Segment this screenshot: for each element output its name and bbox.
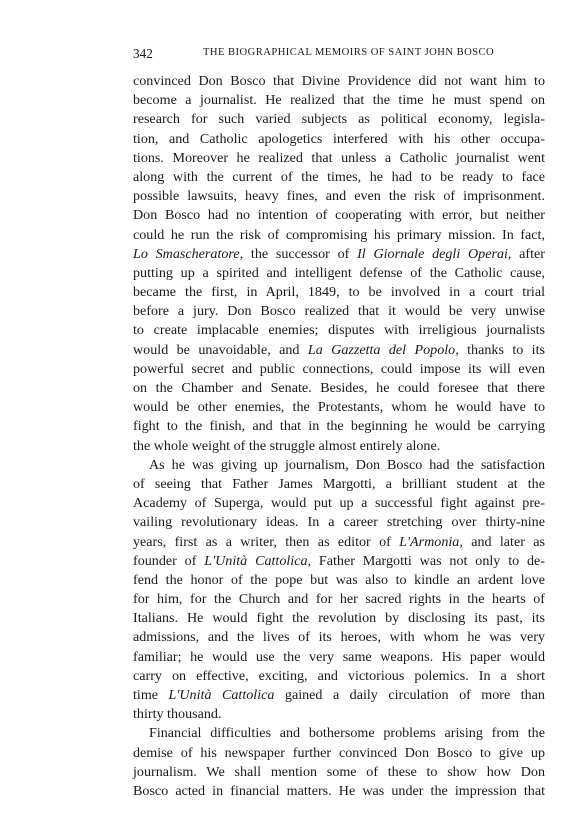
text-segment: Bosco acted in financial matters. He was under the impression that bbox=[133, 782, 545, 799]
page-header bbox=[133, 46, 545, 66]
text-segment: would be unavoidable, and bbox=[133, 341, 308, 358]
text-line bbox=[133, 187, 545, 206]
text-segment: Financial difficulties and bothersome problems arising from the bbox=[149, 725, 545, 742]
text-line bbox=[133, 513, 545, 532]
text-line bbox=[133, 417, 545, 436]
text-segment: thanks to its bbox=[458, 341, 545, 358]
text-line bbox=[133, 648, 545, 667]
text-segment: putting up a spirited and intelligent defense of the Catholic cause, bbox=[133, 264, 545, 281]
italic-title: Lo Smascheratore, bbox=[133, 245, 244, 262]
text-line bbox=[133, 571, 545, 590]
text-segment: journalism. We shall mention some of these to show how Don bbox=[133, 763, 545, 780]
text-segment: could he run the risk of compromising his primary mission. In fact, bbox=[133, 226, 545, 243]
text-segment: time bbox=[133, 687, 169, 703]
text-line bbox=[133, 341, 545, 360]
text-segment: vailing revolutionary ideas. In a career stretching over thirty-nine bbox=[133, 514, 545, 531]
italic-title: Il Giornale degli Operai, bbox=[357, 245, 512, 262]
text-line bbox=[133, 168, 545, 187]
text-segment: admissions, and the lives of its heroes, with whom he was very bbox=[133, 629, 545, 646]
body-text bbox=[133, 72, 545, 801]
text-segment: became the first, in April, 1849, to be involved in a court trial bbox=[133, 284, 545, 301]
text-line bbox=[133, 72, 545, 91]
text-segment: to create implacable enemies; disputes with irreligious journalists bbox=[133, 322, 545, 339]
text-segment: and later as bbox=[462, 533, 545, 550]
text-line bbox=[133, 245, 545, 264]
text-line bbox=[133, 590, 545, 609]
text-line bbox=[133, 226, 545, 245]
text-segment: Italians. He would fight the revolution by disclosing its past, its bbox=[133, 610, 545, 627]
text-segment: convinced Don Bosco that Divine Providence did not want him to bbox=[133, 73, 545, 89]
text-line bbox=[133, 475, 545, 494]
text-segment: would be other enemies, the Protestants, whom he would have to bbox=[133, 399, 545, 416]
text-line bbox=[133, 437, 545, 456]
text-segment: Academy of Superga, would put up a successful fight against pre- bbox=[133, 495, 545, 512]
text-segment: for him, for the Church and for her sacred rights in the hearts of bbox=[133, 591, 545, 608]
text-line bbox=[133, 763, 545, 782]
italic-title: L'Unità Cattolica, bbox=[204, 552, 312, 569]
text-segment: founder of bbox=[133, 552, 205, 569]
text-segment: demise of his newspaper further convinced Don Bosco to give up bbox=[133, 744, 545, 761]
text-line bbox=[133, 398, 545, 417]
text-line bbox=[133, 149, 545, 168]
text-segment: on the Chamber and Senate. Besides, he could foresee that there bbox=[133, 380, 545, 396]
text-line bbox=[133, 552, 545, 571]
text-line bbox=[133, 744, 545, 763]
text-line bbox=[133, 782, 545, 801]
text-segment: fend the honor of the pope but was also to kindle an ardent love bbox=[133, 571, 545, 588]
text-line bbox=[133, 360, 545, 379]
text-segment: familiar; he would use the very same weapons. His paper would bbox=[133, 648, 545, 665]
text-line bbox=[133, 264, 545, 283]
text-line bbox=[133, 533, 545, 552]
text-line bbox=[133, 667, 545, 686]
text-segment: tion, and Catholic apologetics interfered with his other occupa- bbox=[133, 130, 545, 147]
text-line bbox=[133, 456, 545, 475]
text-line bbox=[133, 283, 545, 302]
text-segment: along with the current of the times, he had to be ready to face bbox=[133, 168, 545, 185]
text-line bbox=[133, 705, 545, 724]
text-segment: tions. Moreover he realized that unless a Catholic journalist went bbox=[133, 149, 545, 166]
text-segment: research for such varied subjects as political economy, legisla- bbox=[133, 111, 545, 128]
text-segment: years, first as a writer, then as editor of bbox=[133, 533, 400, 550]
text-segment: before a jury. Don Bosco realized that it would be very unwise bbox=[133, 303, 545, 320]
text-line bbox=[133, 321, 545, 340]
text-line bbox=[133, 628, 545, 647]
text-line bbox=[133, 130, 545, 149]
italic-title: La Gazzetta del Popolo, bbox=[307, 341, 459, 358]
text-segment: Don Bosco had no intention of cooperating with error, but neither bbox=[133, 207, 545, 224]
text-segment: of seeing that Father James Margotti, a brilliant student at the bbox=[133, 475, 545, 492]
text-segment: gained a daily circulation of more than bbox=[274, 687, 545, 703]
text-line bbox=[133, 302, 545, 321]
text-line bbox=[133, 110, 545, 129]
text-segment: the successor of bbox=[243, 245, 358, 262]
text-line bbox=[133, 724, 545, 743]
text-segment: fight to the finish, and that in the beginning he would be carrying bbox=[133, 418, 545, 435]
text-segment: possible lawsuits, heavy fines, and even the risk of imprisonment. bbox=[133, 188, 545, 205]
italic-title: L'Unità Cattolica bbox=[168, 687, 275, 703]
running-head: THE BIOGRAPHICAL MEMOIRS OF SAINT JOHN BOSCO bbox=[203, 46, 495, 58]
text-segment: As he was giving up journalism, Don Bosco had the satisfaction bbox=[149, 456, 545, 473]
page-number: 342 bbox=[133, 46, 153, 61]
text-segment: thirty thousand. bbox=[133, 706, 222, 723]
text-line bbox=[133, 494, 545, 513]
text-segment: become a journalist. He realized that the time he must spend on bbox=[133, 92, 545, 109]
italic-title: L'Armonia, bbox=[399, 533, 463, 550]
text-segment: carry on effective, exciting, and victorious polemics. In a short bbox=[133, 667, 545, 684]
text-line bbox=[133, 686, 545, 705]
text-line bbox=[133, 206, 545, 225]
text-line bbox=[133, 91, 545, 110]
text-segment: powerful secret and public connections, could impose its will even bbox=[133, 360, 545, 377]
text-line bbox=[133, 609, 545, 628]
text-segment: Father Margotti was not only to de- bbox=[311, 552, 545, 569]
text-line bbox=[133, 379, 545, 398]
text-segment: the whole weight of the struggle almost entirely alone. bbox=[133, 437, 441, 454]
text-segment: after bbox=[511, 245, 545, 262]
